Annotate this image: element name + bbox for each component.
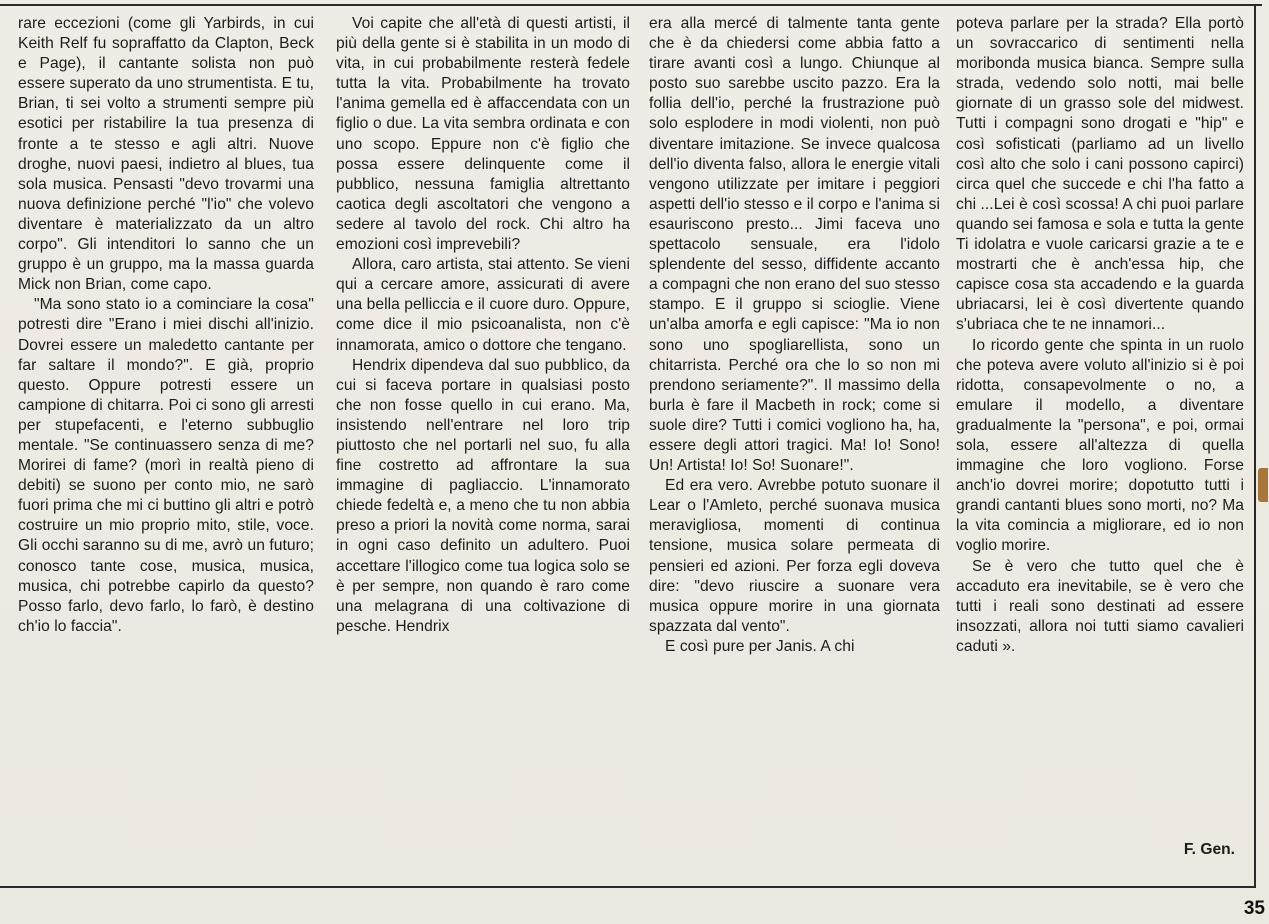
text-column-3 <box>649 14 940 657</box>
paragraph: Ed era vero. Avrebbe potuto suonare il Lear o l'Amleto, perché suonava musica meravigliosa, momenti di continua tensione, musica solare permeata di pensieri ed azioni. Per forza egli doveva dire: "devo riuscire a suonare vera musica oppure morire in una giornata spazzata dal vento". <box>649 477 940 635</box>
frame-right-rule <box>1254 4 1256 888</box>
text-column-4 <box>956 14 1244 657</box>
author-signature: F. Gen. <box>1183 841 1235 858</box>
paragraph: Se è vero che tutto quel che è accaduto era inevitabile, se è vero che tutti i reali sono destinati ad essere insozzati, allora noi tutti siamo cavalieri caduti ». <box>956 557 1244 655</box>
paragraph: Allora, caro artista, stai attento. Se vieni qui a cercare amore, assicurati di avere una bella pelliccia e il cuore duro. Oppure, come dice il mio psicoanalista, non c'è innamorata, amico o dottore che tengano. <box>336 256 630 354</box>
page-edge-tab <box>1258 468 1268 502</box>
paragraph: rare eccezioni (come gli Yarbirds, in cui Keith Relf fu sopraffatto da Clapton, Beck e Page), il cantante solista non può essere superato da uno strumentista. E tu, Brian, ti sei volto a strumenti sempre più esotici per ristabilire la tua presenza di fronte a te stesso e agli altri. Nuove droghe, nuovi paesi, indietro al blues, tua sola musica. Pensasti "devo trovarmi una nuova definizione perché "l'io" che volevo diventare è materializzato da un altro corpo". Gli intenditori lo sanno che un gruppo è un gruppo, ma la massa guarda Mick non Brian, come capo. <box>18 15 314 294</box>
paragraph: Hendrix dipendeva dal suo pubblico, da cui si faceva portare in qualsiasi posto che non fosse quello in cui erano. Ma, insistendo nell'entrare nel loro trip piuttosto che nel portarli nel suo, fu alla fine costretto ad affrontare la sua immagine di pagliaccio. L'innamorato chiede fedeltà e, a meno che tu non abbia preso a priori la novità come norma, sarai in ogni caso definito un adultero. Puoi accettare l'illogico come tua logica solo se è per sempre, non quando è raro come una melagrana di una coltivazione di pesche. Hendrix <box>336 356 630 635</box>
paragraph: Voi capite che all'età di questi artisti, il più della gente si è stabilita in un modo di vita, in cui probabilmente resterà fedele tutta la vita. Probabilmente ha trovato l'anima gemella ed è affaccendata con un figlio o due. La vita sembra ordinata e con uno scopo. Eppure non c'è figlio che possa essere delinquente come il pubblico, nessuna famiglia altrettanto caotica degli ascoltatori che vengono a sedere al tavolo del rock. Chi altro ha emozioni così imprevebili? <box>336 15 630 254</box>
frame-bottom-rule <box>0 886 1256 888</box>
page-number: 35 <box>1243 898 1265 919</box>
paragraph: poteva parlare per la strada? Ella portò un sovraccarico di sentimenti nella moribonda musica bianca. Sempre sulla strada, vedendo solo notti, mai belle giornate di un grasso sole del midwest. Tutti i compagni sono drogati e "hip" e così sofisticati (parliamo ad un livello così alto che solo i cani possono capirci) circa quel che succede e chi l'ha fatto a chi ...Lei è così scossa! A chi puoi parlare quando sei famosa e sola e tutta la gente Ti idolatra e vuole caricarsi grazie a te e mostrarti che è anch'essa hip, che capisce cosa sta accadendo e la guarda ubriacarsi, lei è così divertente quando s'ubriaca che te ne innamori... <box>956 15 1244 334</box>
article-body <box>10 14 1246 880</box>
text-column-2 <box>336 14 630 637</box>
paragraph: era alla mercé di talmente tanta gente che è da chiedersi come abbia fatto a tirare avanti così a lungo. Chiunque al posto suo sarebbe uscito pazzo. Era la follia dell'io, perché la frustrazione può solo esplodere in modi violenti, non può diventare imitazione. Se invece qualcosa dell'io diventa falso, allora le energie vitali vengono utilizzate per imitare i peggiori aspetti dell'io stesso e il corpo e l'anima si esauriscono presto... Jimi faceva uno spettacolo sensuale, era l'idolo splendente del sesso, diffidente accanto a compagni che non erano del suo stesso stampo. E il gruppo si scioglie. Viene un'alba amorfa e egli capisce: "Ma io non sono uno spogliarellista, sono un chitarrista. Perché ora che lo so non mi prendono seriamente?". Il massimo della burla è fare il Macbeth in rock; come si suole dire? Tutti i comici vogliono ha, ha, essere degli attori tragici. Ma! Io! Sono! Un! Artista! Io! So! Suonare!". <box>649 15 940 475</box>
text-column-1 <box>18 14 314 637</box>
paragraph: "Ma sono stato io a cominciare la cosa" potresti dire "Erano i miei dischi all'inizio. Dovrei essere un maledetto cantante per far saltare il mondo?". E già, proprio questo. Oppure potresti essere un campione di chitarra. Poi ci sono gli arresti per stupefacenti, e l'eterno subbuglio mentale. "Se continuassero senza di me? Morirei di fame? (morì in realtà pieno di debiti) se suono per conto mio, ne sarò fuori prima che mi ci buttino gli altri e potrò costruire un mio proprio mito, stile, voce. Gli occhi saranno su di me, avrò un futuro; conosco tante cose, musica, musica, musica, chi potrebbe capirlo da questo? Posso farlo, devo farlo, lo farò, è destino ch'io lo faccia". <box>18 296 314 635</box>
frame-top-rule <box>0 4 1262 6</box>
paragraph: E così pure per Janis. A chi <box>665 637 855 655</box>
paragraph: Io ricordo gente che spinta in un ruolo che poteva avere voluto all'inizio si è poi ridotta, consapevolmente o no, a emulare il modello, a diventare gradualmente la "persona", e poi, ormai sola, essere all'altezza di quella immagine che loro vogliono. Forse anch'io dovrei morire; dopotutto tutti i grandi cantanti blues sono morti, no? Ma la vita comincia a migliorare, ed io non voglio morire. <box>956 336 1244 555</box>
